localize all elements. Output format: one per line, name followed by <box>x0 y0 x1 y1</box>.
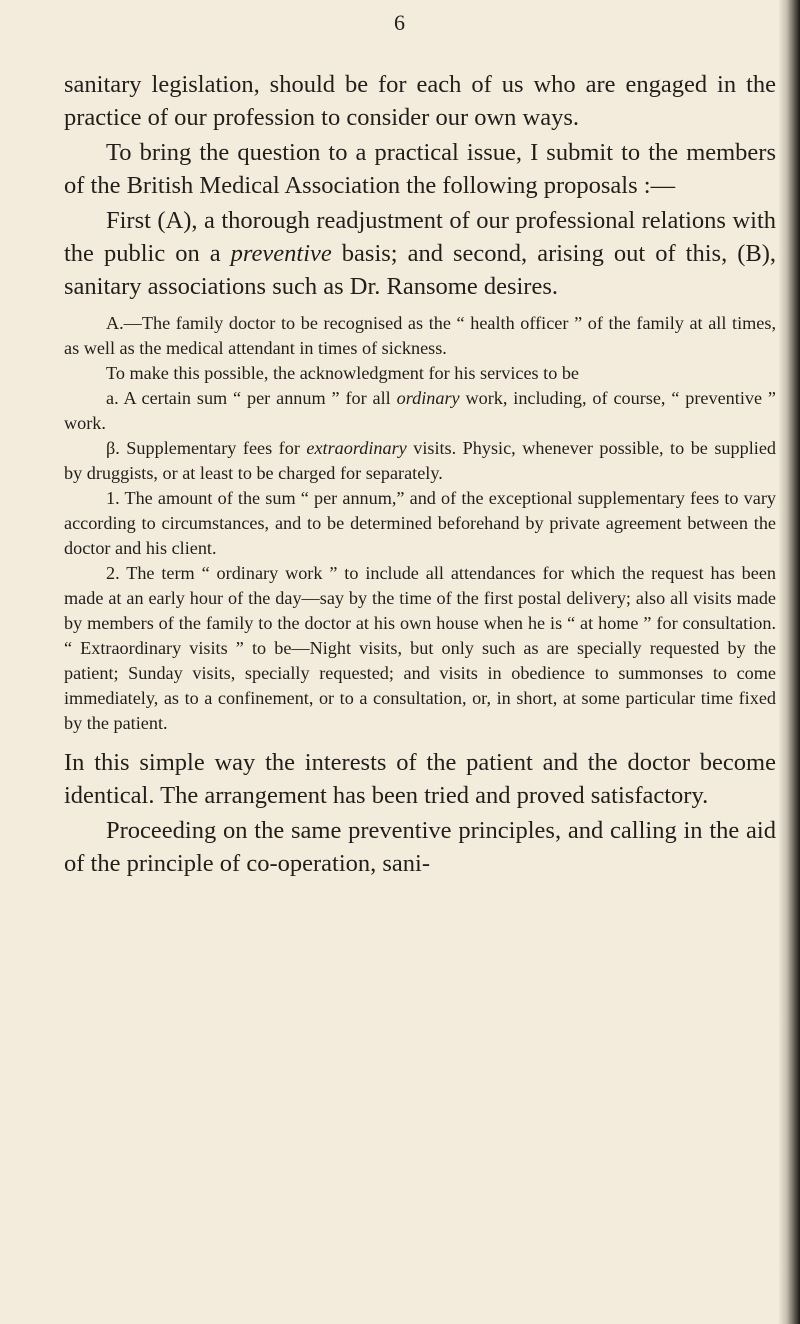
text-run: visits. Physic, whenever possible, to be supplied by druggists, or at least to be charged for separately. <box>64 438 776 483</box>
numbered-item-2: 2. The term “ ordinary work ” to include all attendances for which the request has been made at an early hour of the day—say by the time of the first postal delivery; also all visits made by members of the family to the doctor at his own house when he is “ at home ” for consultation. “ Extraordinary visits ” to be—Night visits, but only such as are specially requested by the patient; Sunday visits, specially requested; and visits in obedience to summonses to come immediately, as to a confinement, or to a consultation, or, in short, at some particular time fixed by the patient. <box>64 563 776 733</box>
paragraph-proceeding: Proceeding on the same preventive principles, and calling in the aid of the principle of co-operation, sani- <box>64 817 776 877</box>
text-run: a. A certain sum “ per annum ” for all <box>106 388 397 408</box>
item-beta <box>64 436 776 486</box>
text-run: work, including, of course, “ preventive ” work. <box>64 388 776 433</box>
emphasis-preventive: preventive <box>230 240 332 267</box>
text-run: First (A), a thorough readjustment of our professional relations with the public on a <box>64 207 776 267</box>
paragraph-conclusion: In this simple way the interests of the patient and the doctor become identical. The arrangement has been tried and proved satisfactory. <box>64 749 776 809</box>
paragraph-continuation: sanitary legislation, should be for each of us who are engaged in the practice of our profession to consider our own ways. <box>64 71 776 131</box>
numbered-item-1: 1. The amount of the sum “ per annum,” and of the exceptional supplementary fees to vary according to circumstances, and to be determined beforehand by private agreement between the doctor and his client. <box>64 488 776 558</box>
binding-edge-shadow <box>778 0 800 1324</box>
section-a-intro: To make this possible, the acknowledgment for his services to be <box>106 363 580 383</box>
emphasis-ordinary: ordinary <box>396 388 460 408</box>
text-run: β. Supplementary fees for <box>106 438 307 458</box>
paragraph-first-second <box>64 204 776 303</box>
page-body <box>64 68 776 880</box>
section-a-heading: A.—The family doctor to be recognised as the “ health officer ” of the family at all times, as well as the medical attendant in times of sickness. <box>64 313 776 358</box>
emphasis-extraordinary: extraordinary <box>306 438 407 458</box>
page-number: 6 <box>394 10 406 35</box>
text-run: basis; and second, arising out of this, (B), sanitary associations such as Dr. Ransome desires. <box>64 240 776 300</box>
paragraph-proposals-intro: To bring the question to a practical issue, I submit to the members of the British Medical Association the following proposals :— <box>64 139 776 199</box>
item-alpha <box>64 386 776 436</box>
